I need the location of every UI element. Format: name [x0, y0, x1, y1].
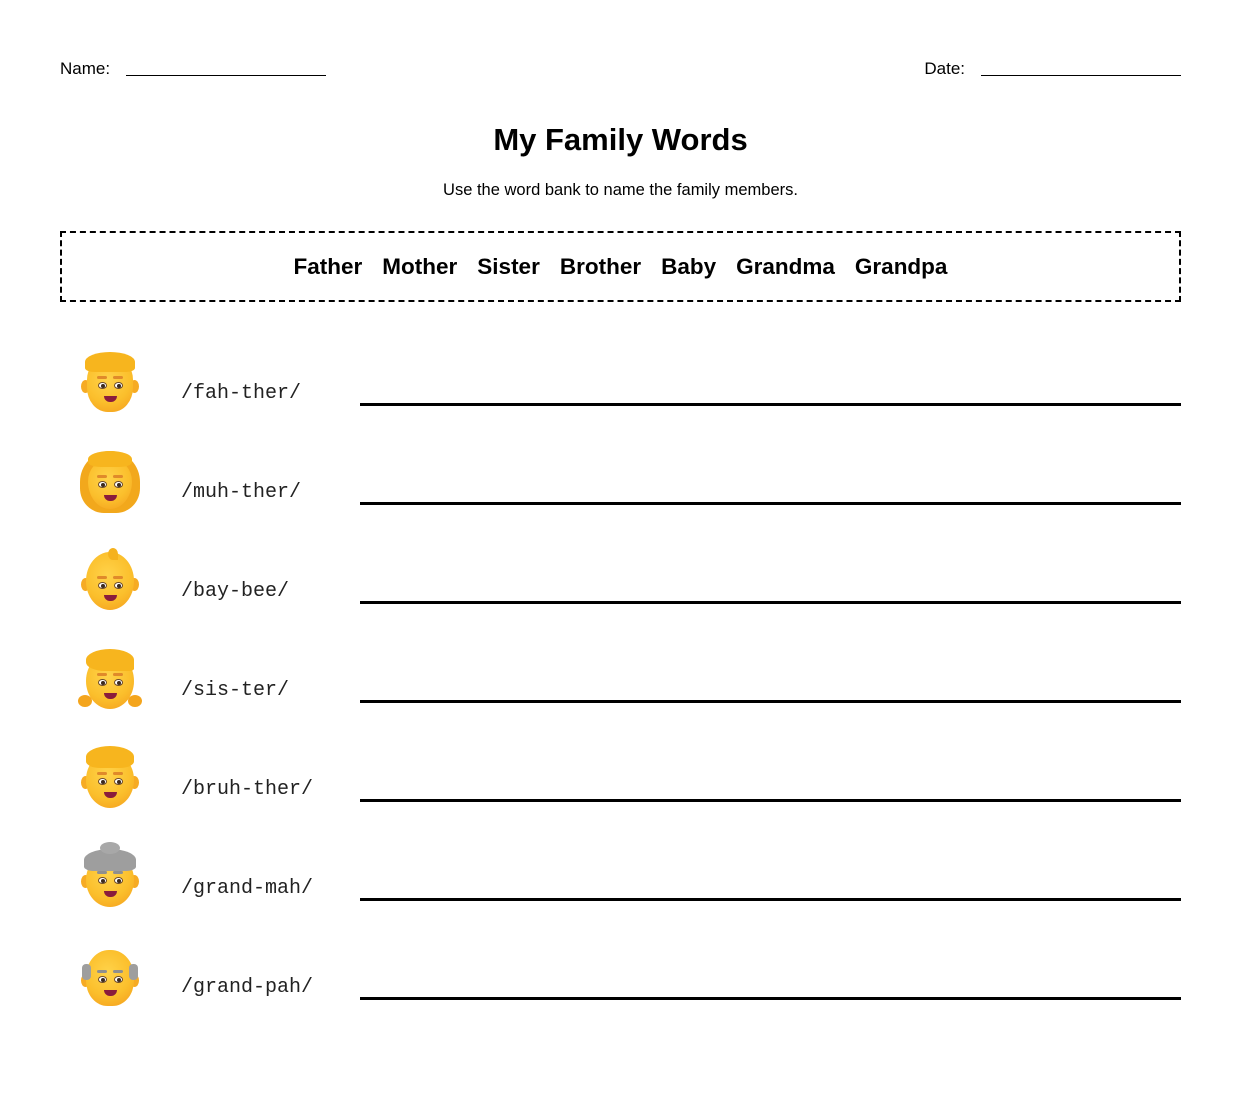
word-bank-item: Father [293, 253, 363, 279]
man-face-icon [78, 350, 142, 416]
exercise-row [0, 835, 1241, 934]
exercise-row [0, 340, 1241, 439]
answer-line[interactable] [360, 700, 1181, 703]
name-field[interactable] [60, 58, 326, 80]
name-blank-line[interactable] [126, 75, 326, 76]
date-field[interactable] [924, 58, 1181, 80]
word-bank-item: Mother [382, 253, 458, 279]
exercise-row [0, 439, 1241, 538]
worksheet-header [60, 58, 1181, 82]
boy-face-icon [78, 746, 142, 812]
word-bank-item: Brother [559, 253, 642, 279]
phonetic-hint: /grand-pah/ [181, 976, 314, 999]
phonetic-hint: /fah-ther/ [181, 382, 302, 405]
old-man-face-icon [78, 944, 142, 1010]
page-title: My Family Words [493, 122, 748, 157]
woman-face-icon [78, 449, 142, 515]
word-bank-item: Grandpa [854, 253, 948, 279]
phonetic-hint: /muh-ther/ [181, 481, 302, 504]
phonetic-hint: /bruh-ther/ [181, 778, 314, 801]
exercise-row [0, 637, 1241, 736]
instructions: Use the word bank to name the family members. [443, 181, 798, 199]
exercise-row [0, 736, 1241, 835]
answer-line[interactable] [360, 601, 1181, 604]
old-woman-face-icon [78, 845, 142, 911]
phonetic-hint: /sis-ter/ [181, 679, 290, 702]
word-bank [60, 231, 1181, 302]
answer-line[interactable] [360, 898, 1181, 901]
answer-line[interactable] [360, 799, 1181, 802]
exercise-row [0, 538, 1241, 637]
baby-face-icon [78, 548, 142, 614]
date-label: Date: [924, 59, 965, 78]
answer-line[interactable] [360, 997, 1181, 1000]
name-label: Name: [60, 59, 111, 78]
phonetic-hint: /bay-bee/ [181, 580, 290, 603]
date-blank-line[interactable] [981, 75, 1181, 76]
word-bank-item: Sister [477, 253, 540, 279]
phonetic-hint: /grand-mah/ [181, 877, 314, 900]
exercise-row [0, 934, 1241, 1033]
word-bank-item: Baby [661, 253, 717, 279]
answer-line[interactable] [360, 502, 1181, 505]
word-bank-item: Grandma [736, 253, 835, 279]
answer-line[interactable] [360, 403, 1181, 406]
girl-face-icon [78, 647, 142, 713]
